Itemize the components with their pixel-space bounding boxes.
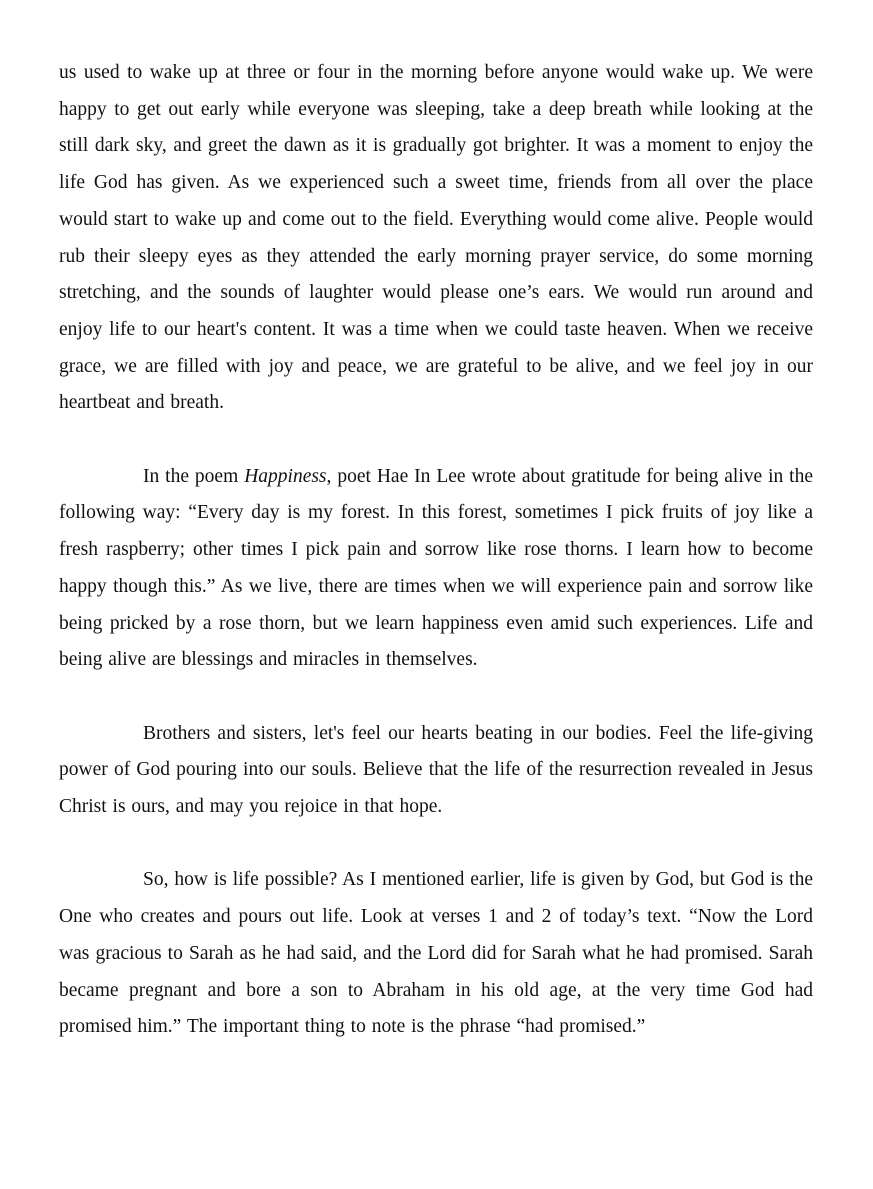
paragraph-morning-memory: us used to wake up at three or four in the morning before anyone would wake up. We were happy to get out early while everyone was sleeping, take a deep breath while looking at the still dark sky, and greet the dawn as it is gradually got brighter. It was a moment to enjoy the life God has given. As we experienced such a sweet time, friends from all over the place would start to wake up and come out to the field. Everything would come alive. People would rub their sleepy eyes as they attended the early morning prayer service, do some morning stretching, and the sounds of laughter would please one’s ears. We would run around and enjoy life to our heart's content. It was a time when we could taste heaven. When we receive grace, we are filled with joy and peace, we are grateful to be alive, and we feel joy in our heartbeat and breath. xyxy=(59,62,813,414)
document-body xyxy=(59,55,813,1083)
paragraph-how-is-life-possible: So, how is life possible? As I mentioned earlier, life is given by God, but God is the One who creates and pours out life. Look at verses 1 and 2 of today’s text. “Now the Lord was gracious to Sarah as he had said, and the Lord did for Sarah what he had promised. Sarah became pregnant and bore a son to Abraham in his old age, at the very time God had promised him.” The important thing to note is the phrase “had promised.” xyxy=(59,869,813,1038)
poem-quote-text: , poet Hae In Lee wrote about gratitude for being alive in the following way: “Every day is my forest. In this forest, sometimes I pick fruits of joy like a fresh raspberry; other times I pick pain and sorrow like rose thorns. I learn how to become happy though this.” As we live, there are times when we will experience pain and sorrow like being pricked by a rose thorn, but we learn happiness even amid such experiences. Life and being alive are blessings and miracles in themselves. xyxy=(59,465,813,671)
poem-title: Happiness xyxy=(244,465,327,487)
poem-intro-text: In the poem xyxy=(143,465,245,487)
paragraph-happiness-poem xyxy=(59,459,813,679)
paragraph-brothers-sisters: Brothers and sisters, let's feel our hearts beating in our bodies. Feel the life-giving power of God pouring into our souls. Believe that the life of the resurrection revealed in Jesus Christ is ours, and may you rejoice in that hope. xyxy=(59,722,813,818)
